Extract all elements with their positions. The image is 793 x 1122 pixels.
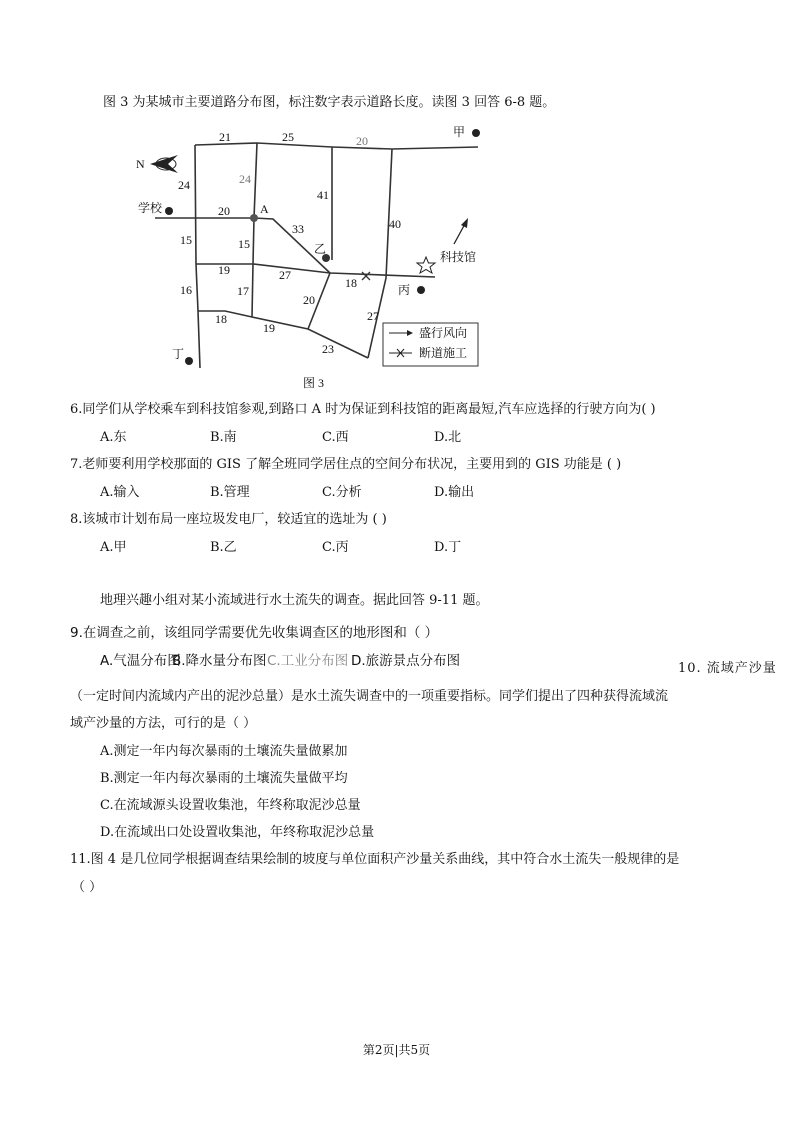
- question-10-stem-start: 10. 流域产沙量: [678, 661, 777, 676]
- point-bing: [417, 286, 425, 294]
- svg-text:41: 41: [317, 188, 329, 202]
- q7-option-c: C.分析: [322, 485, 362, 500]
- svg-text:24: 24: [239, 172, 251, 186]
- q10-option-b: B.测定一年内每次暴雨的土壤流失量做平均: [100, 771, 348, 786]
- q6-option-d: D.北: [434, 430, 462, 445]
- q8-option-b: B.乙: [210, 540, 237, 555]
- svg-text:20: 20: [218, 204, 230, 218]
- museum-star-icon: [417, 257, 435, 273]
- svg-text:18: 18: [215, 312, 227, 326]
- question-10-stem-line3: 域产沙量的方法，可行的是（ ）: [70, 716, 257, 731]
- map-legend: [383, 323, 478, 366]
- svg-text:甲: 甲: [453, 125, 466, 139]
- q9-option-d: D.旅游景点分布图: [351, 653, 461, 669]
- svg-text:19: 19: [218, 263, 230, 277]
- q8-option-c: C.丙: [322, 540, 349, 555]
- svg-text:16: 16: [180, 283, 192, 297]
- svg-text:21: 21: [219, 130, 231, 144]
- q10-option-c: C.在流域源头设置收集池，年终称取泥沙总量: [100, 798, 361, 813]
- q7-option-a: A.输入: [100, 485, 140, 500]
- q9-option-a: A.气温分布图: [100, 653, 181, 669]
- svg-text:A: A: [260, 202, 269, 216]
- q7-option-b: B.管理: [210, 485, 250, 500]
- page-footer: 第2页|共5页: [362, 1043, 431, 1057]
- question-8-stem: 8.该城市计划布局一座垃圾发电厂，较适宜的选址为 ( ): [70, 512, 387, 527]
- svg-text:15: 15: [180, 233, 192, 247]
- svg-text:20: 20: [303, 293, 315, 307]
- question-9-stem: 9.在调查之前，该组同学需要优先收集调查区的地形图和（ ）: [70, 625, 439, 641]
- point-A: [250, 214, 258, 222]
- question-7-stem: 7.老师要利用学校那面的 GIS 了解全班同学居住点的空间分布状况，主要用到的 GIS 功能是 ( ): [70, 457, 622, 472]
- figure-caption: 图 3: [303, 376, 325, 390]
- question-6-stem: 6.同学们从学校乘车到科技馆参观,到路口 A 时为保证到科技馆的距离最短,汽车应选择的行驶方向为( ): [70, 402, 656, 417]
- svg-text:40: 40: [389, 217, 401, 231]
- question-11-stem: 11.图 4 是几位同学根据调查结果绘制的坡度与单位面积产沙量关系曲线，其中符合水土流失一般规律的是: [70, 852, 680, 867]
- q10-option-a: A.测定一年内每次暴雨的土壤流失量做累加: [100, 744, 348, 759]
- svg-text:27: 27: [367, 309, 379, 323]
- svg-text:N: N: [136, 157, 145, 171]
- intro-2-text: 地理兴趣小组对某小流域进行水土流失的调查。据此回答 9-11 题。: [100, 593, 489, 608]
- question-11-stem-line2: （ ）: [72, 880, 103, 895]
- svg-text:25: 25: [282, 130, 294, 144]
- svg-text:15: 15: [238, 237, 250, 251]
- point-jia: [472, 129, 480, 137]
- svg-text:24: 24: [178, 178, 190, 192]
- svg-text:丙: 丙: [398, 283, 411, 297]
- svg-text:学校: 学校: [138, 201, 163, 215]
- q9-option-b: B.降水量分布图: [172, 653, 267, 669]
- svg-text:盛行风向: 盛行风向: [419, 326, 468, 340]
- q6-option-a: A.东: [100, 430, 127, 445]
- svg-text:33: 33: [292, 222, 304, 236]
- q9-option-c: C.工业分布图: [267, 653, 349, 669]
- question-10-stem-line2: （一定时间内流域内产出的泥沙总量）是水土流失调查中的一项重要指标。同学们提出了四种获得流域流: [70, 689, 669, 704]
- road-length-labels: [178, 130, 401, 356]
- compass-north-icon: [136, 155, 178, 173]
- point-school: [165, 207, 173, 215]
- q7-option-d: D.输出: [434, 485, 475, 500]
- svg-text:科技馆: 科技馆: [440, 250, 477, 264]
- svg-text:27: 27: [279, 268, 291, 282]
- point-ding: [185, 357, 193, 365]
- construction-mark: [362, 272, 370, 280]
- svg-text:19: 19: [263, 321, 275, 335]
- svg-text:20: 20: [356, 134, 368, 148]
- q8-option-d: D.丁: [434, 540, 462, 555]
- svg-text:丁: 丁: [172, 347, 185, 361]
- svg-text:18: 18: [345, 276, 357, 290]
- q8-option-a: A.甲: [100, 540, 127, 555]
- q10-option-d: D.在流域出口处设置收集池，年终称取泥沙总量: [100, 825, 375, 840]
- q6-option-b: B.南: [210, 430, 237, 445]
- svg-text:断道施工: 断道施工: [419, 346, 468, 360]
- svg-text:17: 17: [237, 284, 249, 298]
- svg-text:23: 23: [322, 342, 334, 356]
- wind-arrow-icon: [454, 218, 468, 244]
- svg-text:乙: 乙: [314, 242, 327, 256]
- q6-option-c: C.西: [322, 430, 349, 445]
- intro-text: 图 3 为某城市主要道路分布图，标注数字表示道路长度。读图 3 回答 6-8 题。: [103, 95, 556, 110]
